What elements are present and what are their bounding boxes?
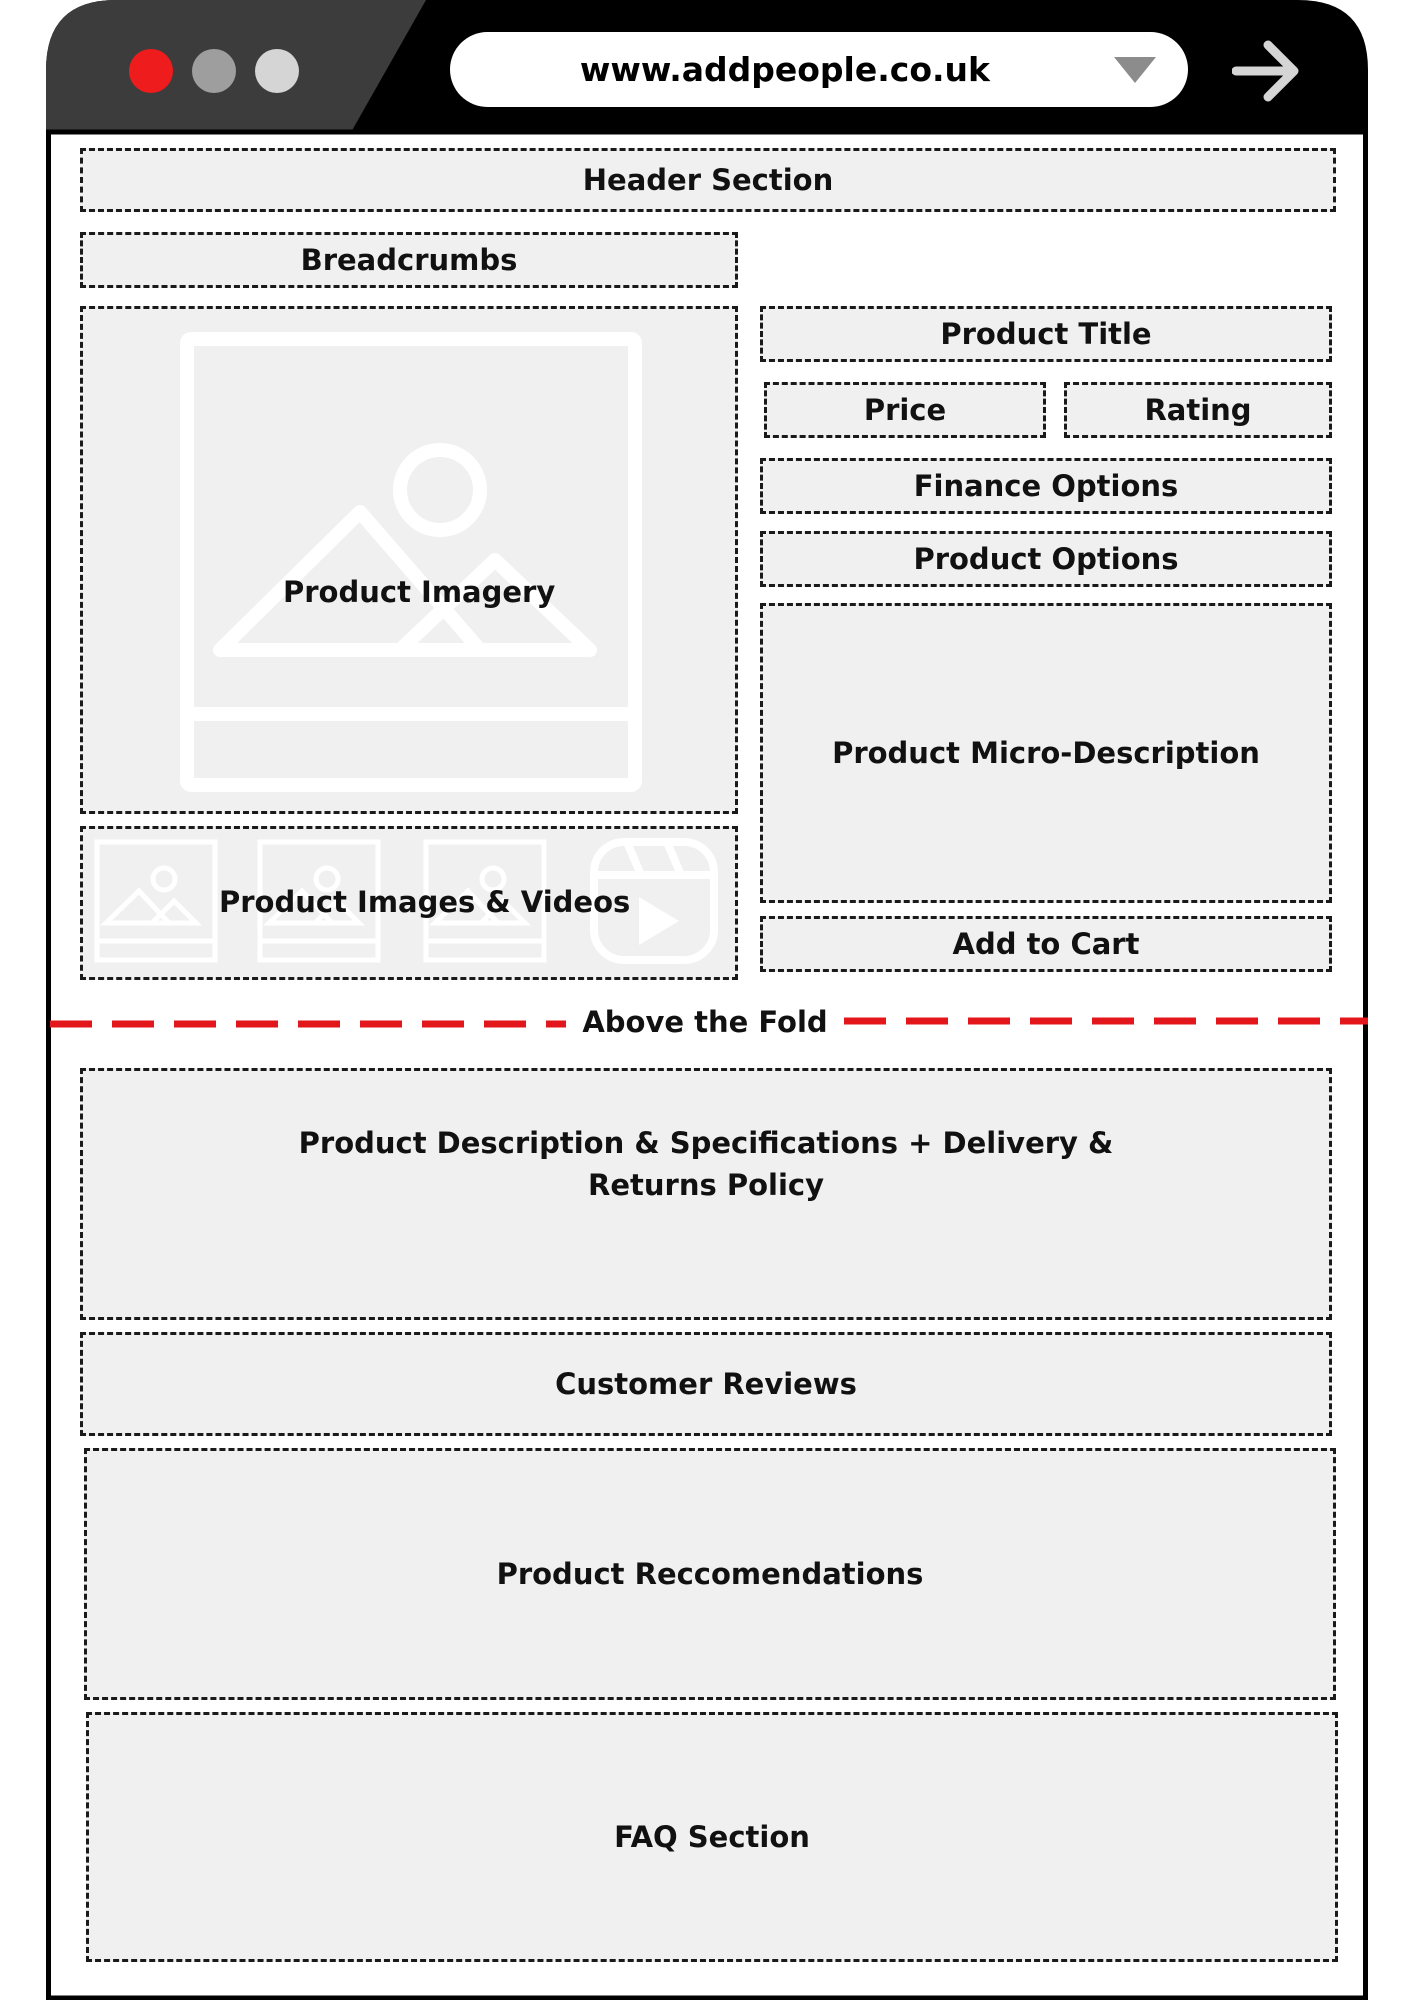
product-title-label: Product Title bbox=[940, 316, 1152, 351]
maximize-window-button[interactable] bbox=[255, 49, 299, 93]
finance-options-label: Finance Options bbox=[913, 468, 1179, 503]
product-description-section bbox=[80, 1068, 1332, 1320]
arrow-right-icon[interactable] bbox=[1232, 39, 1302, 103]
image-placeholder-icon bbox=[180, 332, 644, 792]
recommendations-label: Product Reccomendations bbox=[496, 1556, 924, 1591]
product-micro-description bbox=[760, 603, 1332, 903]
address-bar[interactable] bbox=[450, 32, 1188, 107]
rating-label: Rating bbox=[1144, 392, 1252, 427]
add-to-cart-label: Add to Cart bbox=[952, 926, 1140, 961]
finance-options bbox=[760, 458, 1332, 514]
recommendations-section bbox=[84, 1448, 1336, 1700]
fold-line-left bbox=[46, 1018, 566, 1030]
close-window-button[interactable] bbox=[129, 49, 173, 93]
product-thumbnails bbox=[80, 826, 738, 980]
product-imagery bbox=[80, 306, 738, 814]
chevron-down-icon[interactable] bbox=[1114, 57, 1156, 85]
product-options bbox=[760, 531, 1332, 587]
fold-line-right bbox=[844, 1015, 1368, 1027]
header-section-label: Header Section bbox=[582, 162, 834, 197]
price-label: Price bbox=[863, 392, 947, 427]
header-section bbox=[80, 148, 1336, 212]
above-the-fold-label: Above the Fold bbox=[582, 1005, 828, 1039]
price bbox=[764, 382, 1046, 438]
breadcrumbs-label: Breadcrumbs bbox=[300, 242, 518, 277]
customer-reviews-section bbox=[80, 1332, 1332, 1436]
browser-frame bbox=[46, 0, 1368, 2000]
add-to-cart bbox=[760, 916, 1332, 972]
browser-window bbox=[46, 0, 1368, 2000]
faq-section-label: FAQ Section bbox=[614, 1819, 810, 1854]
customer-reviews-label: Customer Reviews bbox=[555, 1366, 857, 1401]
description-label-line2: Returns Policy bbox=[588, 1168, 824, 1202]
product-imagery-label: Product Imagery bbox=[283, 575, 556, 609]
product-title bbox=[760, 306, 1332, 362]
url-text: www.addpeople.co.uk bbox=[579, 50, 990, 89]
product-options-label: Product Options bbox=[913, 541, 1179, 576]
faq-section bbox=[86, 1712, 1338, 1962]
breadcrumbs bbox=[80, 232, 738, 288]
micro-description-label: Product Micro-Description bbox=[832, 735, 1260, 770]
thumbnail-image-icon[interactable] bbox=[94, 839, 218, 963]
description-label-line1: Product Description & Specifications + Delivery & bbox=[298, 1125, 1114, 1160]
thumbnails-label: Product Images & Videos bbox=[219, 885, 631, 919]
minimize-window-button[interactable] bbox=[192, 49, 236, 93]
rating bbox=[1064, 382, 1332, 438]
